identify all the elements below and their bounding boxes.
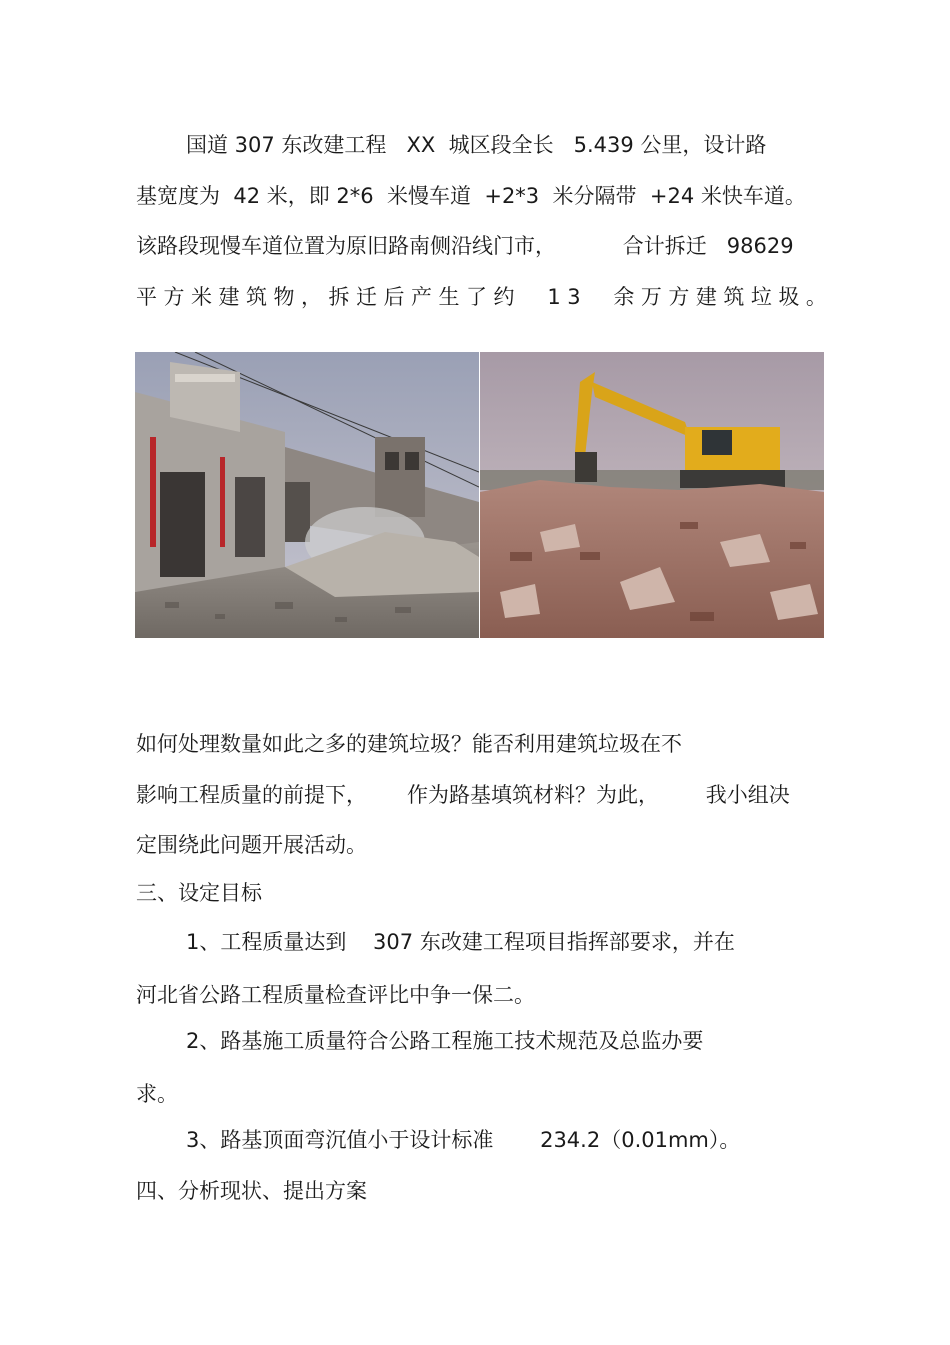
demolished-street-photo xyxy=(135,352,479,638)
paragraph1-line-2: 基宽度为 42 米，即 2*6 米慢车道 +2*3 米分隔带 +24 米快车道。 xyxy=(136,184,806,208)
section3-item-2-line-2: 求。 xyxy=(136,1082,178,1106)
section4-heading: 四、分析现状、提出方案 xyxy=(136,1179,367,1203)
paragraph2-line-2: 影响工程质量的前提下， 作为路基填筑材料？为此， 我小组决 xyxy=(136,783,790,807)
paragraph1-line-4: 平方米建筑物，拆迁后产生了约 13 余万方建筑垃圾。 xyxy=(136,285,834,309)
section3-item-1-line-1: 1、工程质量达到 307 东改建工程项目指挥部要求，并在 xyxy=(186,930,735,954)
paragraph2-line-1: 如何处理数量如此之多的建筑垃圾？能否利用建筑垃圾在不 xyxy=(136,732,682,756)
paragraph1-line-1: 国道 307 东改建工程 XX 城区段全长 5.439 公里，设计路 xyxy=(186,133,767,157)
section3-heading: 三、设定目标 xyxy=(136,881,262,905)
photo-strip xyxy=(135,352,824,638)
section3-item-1-line-2: 河北省公路工程质量检查评比中争一保二。 xyxy=(136,983,535,1007)
section3-item-2-line-1: 2、路基施工质量符合公路工程施工技术规范及总监办要 xyxy=(186,1029,704,1053)
paragraph1-line-3: 该路段现慢车道位置为原旧路南侧沿线门市， 合计拆迁 98629 xyxy=(136,234,794,258)
section3-item-3: 3、路基顶面弯沉值小于设计标准 234.2（0.01mm）。 xyxy=(186,1128,741,1152)
excavator-rubble-photo xyxy=(480,352,824,638)
paragraph2-line-3: 定围绕此问题开展活动。 xyxy=(136,833,367,857)
